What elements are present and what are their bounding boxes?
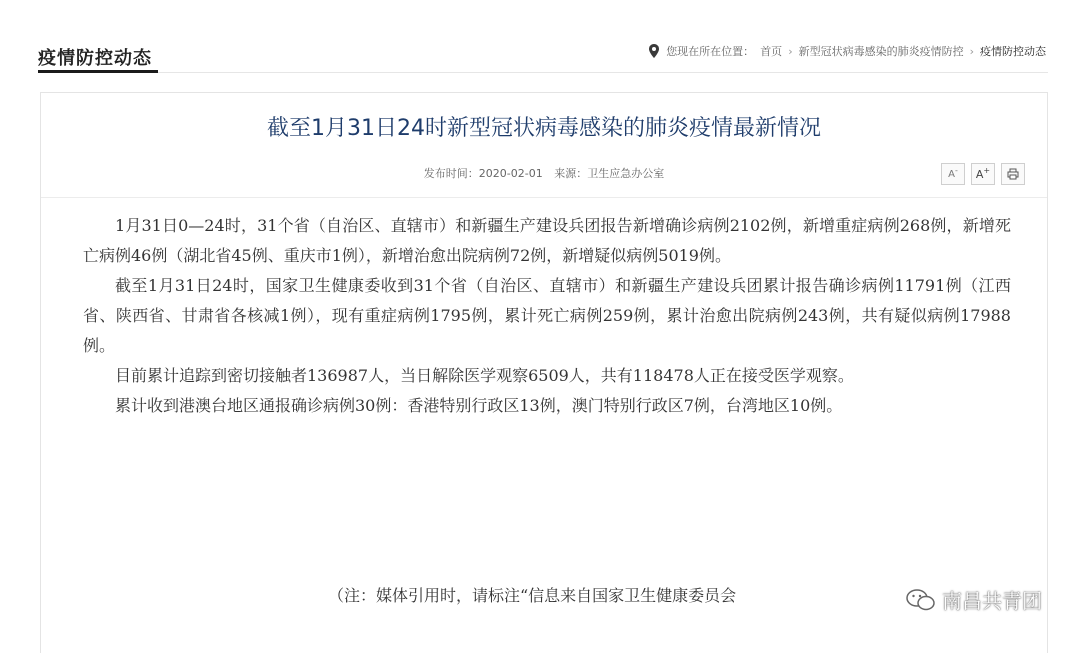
article-card [40,92,1048,653]
source-label: 来源： [554,167,588,180]
source-info [554,167,664,180]
font-larger-label: A [975,167,984,181]
watermark [906,585,1042,614]
breadcrumb-current[interactable]: 疫情防控动态 [980,45,1046,58]
font-larger-sup: + [983,165,991,175]
article-paragraph: 累计收到港澳台地区通报确诊病例30例：香港特别行政区13例，澳门特别行政区7例，台湾地区10例。 [115,396,843,415]
font-smaller-label: A [948,168,955,180]
chevron-right-icon: › [788,44,793,58]
font-larger-button[interactable] [971,163,995,185]
publish-date: 2020-02-01 [478,167,543,180]
article-body [83,211,1011,421]
print-button[interactable] [1001,163,1025,185]
breadcrumb [648,43,1046,59]
source-value: 卫生应急办公室 [587,167,665,180]
font-smaller-button[interactable]: A - [941,163,965,185]
watermark-text: 南昌共青团 [942,589,1042,613]
citation-note: （注：媒体引用时，请标注“信息来自国家卫生健康委员会 [328,586,737,605]
breadcrumb-home[interactable]: 首页 [760,45,783,58]
article-tools [941,163,1025,185]
article-paragraph: 目前累计追踪到密切接触者136987人，当日解除医学观察6509人，共有118478人正在接受医学观察。 [115,366,854,385]
publish-info [424,167,543,180]
meta-divider [41,197,1047,198]
wechat-icon [906,588,936,612]
breadcrumb-category[interactable]: 新型冠状病毒感染的肺炎疫情防控 [798,45,964,58]
breadcrumb-prefix: 您现在所在位置： [666,45,755,58]
section-title: 疫情防控动态 [38,48,152,69]
chevron-right-icon: › [969,44,974,58]
location-pin-icon [648,44,660,58]
article-title: 截至1月31日24时新型冠状病毒感染的肺炎疫情最新情况 [267,116,821,141]
article-paragraph: 1月31日0—24时，31个省（自治区、直辖市）和新疆生产建设兵团报告新增确诊病例2102例，新增重症病例268例，新增死亡病例46例（湖北省45例、重庆市1例），新增治愈出院病例72例，新增疑似病例5019例。 [83,216,1011,265]
section-underline [38,70,158,73]
print-icon [1007,168,1019,180]
divider [38,72,1048,73]
article-meta [41,165,1047,181]
publish-label: 发布时间： [423,167,479,180]
article-paragraph: 截至1月31日24时，国家卫生健康委收到31个省（自治区、直辖市）和新疆生产建设兵团累计报告确诊病例11791例（江西省、陕西省、甘肃省各核减1例），现有重症病例1795例，累计死亡病例259例，累计治愈出院病例243例，共有疑似病例17988例。 [83,276,1011,355]
